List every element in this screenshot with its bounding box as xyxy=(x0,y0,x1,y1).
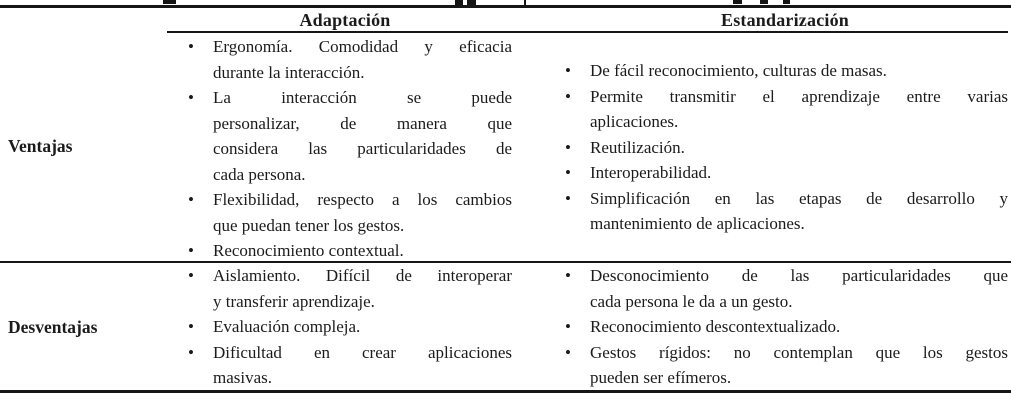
text-line: considera las particularidades de xyxy=(213,139,512,158)
bullet-icon: • xyxy=(565,342,571,362)
bullet-text xyxy=(213,187,512,238)
text-line: que puedan tener los gestos. xyxy=(213,215,405,235)
text-line: Evaluación compleja. xyxy=(213,317,361,336)
bullet-item xyxy=(547,160,1008,186)
row-label-ventajas: Ventajas xyxy=(8,136,73,156)
text-line: La interacción se puede xyxy=(213,88,512,107)
bullet-icon: • xyxy=(565,137,571,157)
bullet-item xyxy=(170,34,512,85)
text-line: Aislamiento. Difícil de interoperar xyxy=(213,266,512,285)
bullet-text xyxy=(590,186,1008,237)
bullet-item xyxy=(547,314,1008,340)
bullet-item xyxy=(547,263,1008,314)
text-line: De fácil reconocimiento, culturas de masas. xyxy=(590,61,887,80)
bullet-icon: • xyxy=(565,86,571,106)
cut-off-text-fragment xyxy=(760,0,768,4)
text-line: Ergonomía. Comodidad y eficacia xyxy=(213,37,512,56)
bullet-text xyxy=(590,314,1008,340)
cell-ventajas-estandarizacion xyxy=(547,58,1008,237)
bullet-icon: • xyxy=(565,61,571,80)
text-line: y transferir aprendizaje. xyxy=(213,291,375,311)
cut-off-text-fragment xyxy=(733,0,742,4)
bullet-icon: • xyxy=(188,190,194,209)
text-line: cada persona le da a un gesto. xyxy=(590,291,793,311)
text-line: Reutilización. xyxy=(590,137,685,157)
text-line: Reconocimiento descontextualizado. xyxy=(590,317,841,336)
text-line: Flexibilidad, respecto a los cambios xyxy=(213,190,512,209)
bullet-item xyxy=(170,263,512,314)
bullet-icon: • xyxy=(188,37,194,56)
bullet-icon: • xyxy=(188,266,194,285)
text-line: aplicaciones. xyxy=(590,112,679,131)
text-line: Dificultad en crear aplicaciones xyxy=(213,342,512,362)
table-top-rule xyxy=(0,5,1011,8)
text-line: Permite transmitir el aprendizaje entre varias xyxy=(590,86,1008,106)
bullet-icon: • xyxy=(188,88,194,107)
row-label-desventajas: Desventajas xyxy=(8,317,98,337)
bullet-item xyxy=(170,340,512,391)
header-underline-rule xyxy=(167,31,1008,33)
bullet-icon: • xyxy=(565,163,571,182)
bullet-text xyxy=(213,238,512,264)
cell-ventajas-adaptacion xyxy=(170,34,512,264)
bullet-icon: • xyxy=(188,342,194,362)
bullet-item xyxy=(547,58,1008,84)
bullet-text xyxy=(213,314,512,340)
bullet-icon: • xyxy=(565,266,571,285)
bullet-text xyxy=(590,135,1008,161)
bullet-item xyxy=(547,84,1008,135)
bullet-icon: • xyxy=(565,317,571,336)
text-line: Simplificación en las etapas de desarrollo y xyxy=(590,188,1008,208)
bullet-text xyxy=(590,160,1008,186)
bullet-item xyxy=(547,186,1008,237)
text-line: Gestos rígidos: no contemplan que los gestos xyxy=(590,342,1008,362)
bullet-text xyxy=(213,34,512,85)
bullet-text xyxy=(213,263,512,314)
bullet-text xyxy=(590,58,1008,84)
cut-off-text-fragment xyxy=(783,0,790,4)
bullet-icon: • xyxy=(565,188,571,208)
text-line: pueden ser efímeros. xyxy=(590,368,732,387)
text-line: masivas. xyxy=(213,368,273,387)
text-line: Desconocimiento de las particularidades que xyxy=(590,266,1008,285)
bullet-text xyxy=(590,340,1008,391)
bullet-icon: • xyxy=(188,317,194,336)
bullet-text xyxy=(213,340,512,391)
text-line: cada persona. xyxy=(213,164,306,184)
cut-off-text-fragment xyxy=(163,0,176,4)
bullet-item xyxy=(170,314,512,340)
bullet-item xyxy=(170,85,512,187)
bullet-item xyxy=(547,340,1008,391)
text-line: mantenimiento de aplicaciones. xyxy=(590,214,805,233)
column-header-adaptacion: Adaptación xyxy=(299,10,391,30)
text-line: durante la interacción. xyxy=(213,62,365,82)
bullet-text xyxy=(590,84,1008,135)
bullet-text xyxy=(213,85,512,187)
bullet-item xyxy=(170,187,512,238)
bullet-icon: • xyxy=(188,241,194,260)
text-line: personalizar, de manera que xyxy=(213,113,512,133)
text-line: Interoperabilidad. xyxy=(590,163,712,182)
bullet-item xyxy=(547,135,1008,161)
column-header-estandarizacion: Estandarización xyxy=(720,10,849,30)
text-line: Reconocimiento contextual. xyxy=(213,241,404,260)
cell-desventajas-adaptacion xyxy=(170,263,512,391)
cell-desventajas-estandarizacion xyxy=(547,263,1008,391)
bullet-text xyxy=(590,263,1008,314)
bullet-item xyxy=(170,238,512,264)
